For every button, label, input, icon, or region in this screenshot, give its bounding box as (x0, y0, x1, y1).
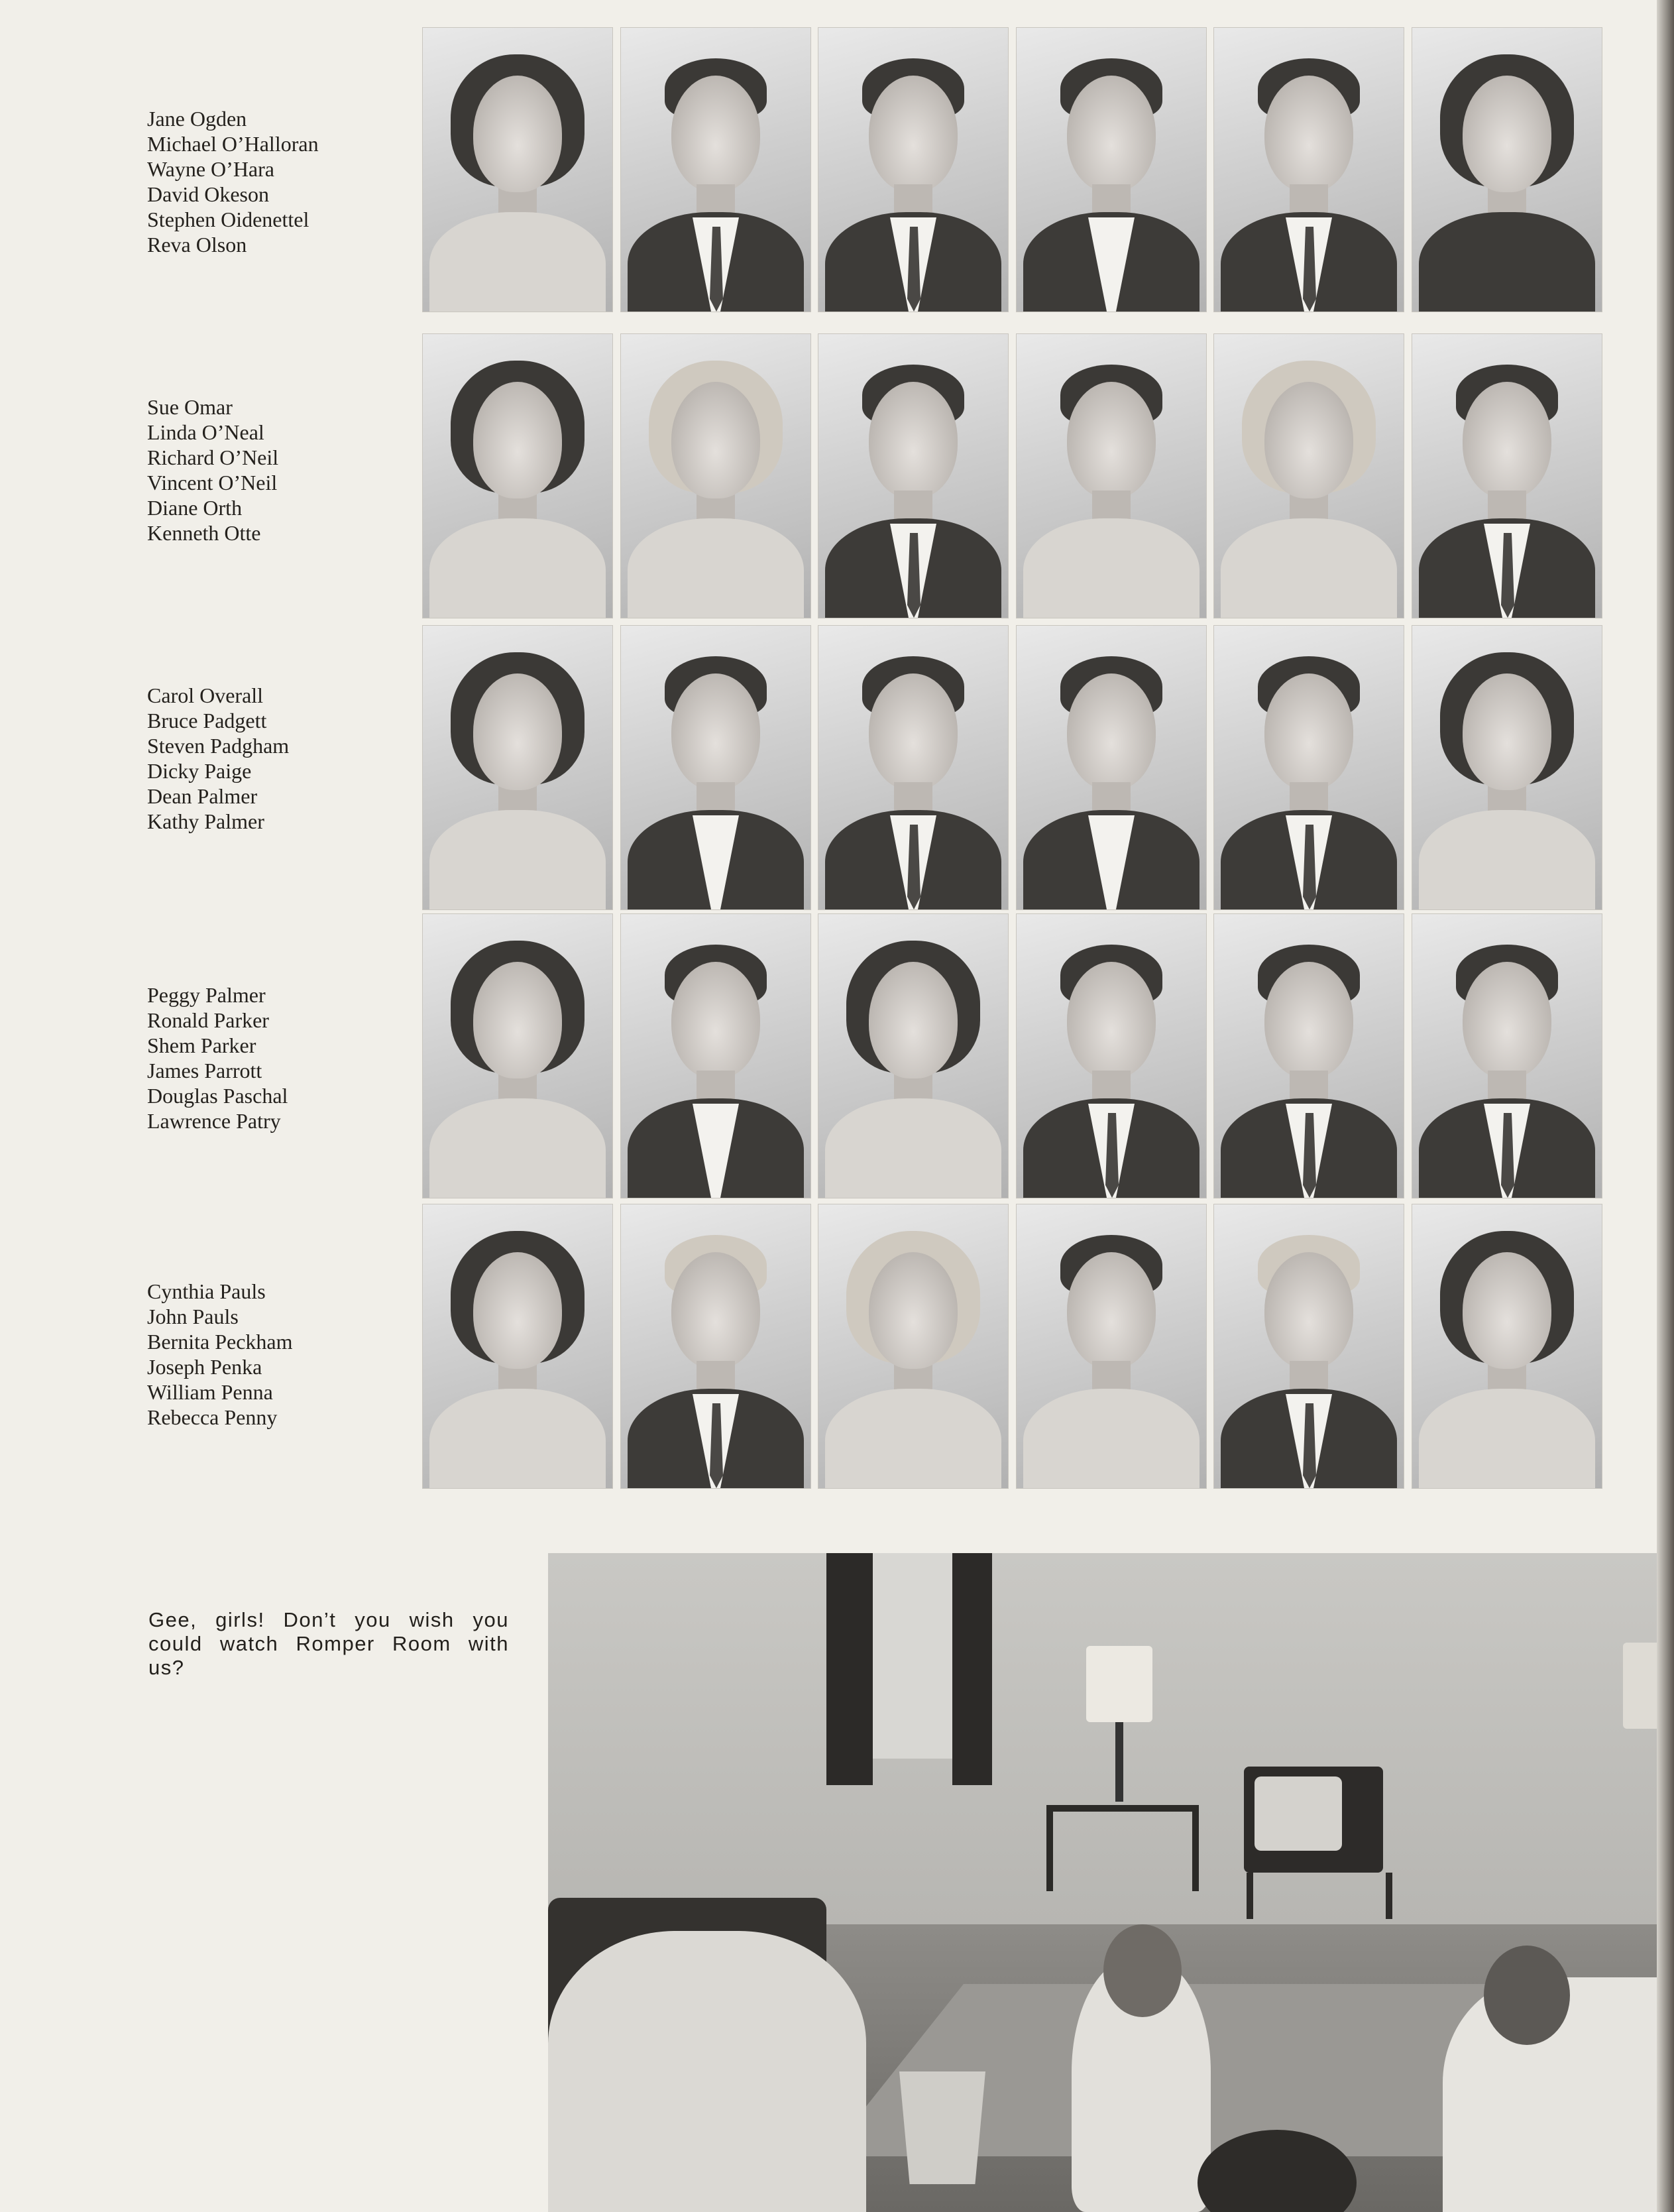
lamp (1086, 1646, 1152, 1722)
name-entry: Cynthia Pauls (147, 1279, 266, 1303)
portrait-photo (1017, 28, 1206, 312)
name-entry: Wayne O’Hara (147, 157, 274, 181)
portrait-photo (423, 1204, 612, 1488)
student-head (1484, 1946, 1570, 2045)
wastebasket (899, 2071, 985, 2184)
portrait-photo (1412, 914, 1602, 1198)
portrait-photo (621, 914, 810, 1198)
student (548, 1931, 866, 2212)
name-entry: Shem Parker (147, 1033, 256, 1057)
portrait-photo (621, 334, 810, 618)
page-binding-edge (1657, 0, 1674, 2212)
name-entry: Steven Padgham (147, 734, 290, 758)
portrait-photo (423, 626, 612, 909)
photo-caption: Gee, girls! Don’t you wish you could watch Romper Room with us? (148, 1608, 509, 1679)
portrait-photo (818, 334, 1008, 618)
name-entry: Ronald Parker (147, 1008, 269, 1032)
name-entry: Jane Ogden (147, 107, 247, 131)
television-screen (1255, 1776, 1342, 1851)
portrait-photo (818, 914, 1008, 1198)
name-entry: Carol Overall (147, 683, 264, 707)
name-entry: Bruce Padgett (147, 709, 267, 732)
student-head (1103, 1924, 1182, 2017)
name-list (147, 106, 319, 257)
lamp (1623, 1643, 1657, 1729)
curtain (952, 1553, 992, 1785)
portrait-photo (1214, 334, 1404, 618)
portrait-photo (423, 334, 612, 618)
portrait-photo (1017, 1204, 1206, 1488)
portrait-photo (1017, 334, 1206, 618)
name-entry: James Parrott (147, 1059, 262, 1082)
portrait-photo (1214, 28, 1404, 312)
name-entry: Reva Olson (147, 233, 247, 257)
portrait-photo (1214, 914, 1404, 1198)
name-entry: Sue Omar (147, 395, 233, 419)
name-entry: William Penna (147, 1380, 273, 1404)
name-entry: Bernita Peckham (147, 1330, 293, 1354)
name-entry: Douglas Paschal (147, 1084, 288, 1108)
name-entry: Diane Orth (147, 496, 243, 520)
window (873, 1553, 952, 1759)
name-entry: John Pauls (147, 1305, 239, 1328)
portrait-photo (621, 626, 810, 909)
name-entry: Dean Palmer (147, 784, 258, 808)
portrait-photo (1412, 28, 1602, 312)
portrait-photo (1214, 1204, 1404, 1488)
end-table (1046, 1805, 1199, 1891)
name-entry: Stephen Oidenettel (147, 207, 309, 231)
lamp-stand (1115, 1722, 1123, 1802)
portrait-photo (423, 914, 612, 1198)
name-list (147, 1279, 292, 1430)
portrait-photo (1412, 1204, 1602, 1488)
portrait-photo (1214, 626, 1404, 909)
candid-photo (548, 1553, 1657, 2212)
portrait-photo (621, 28, 810, 312)
portrait-photo (1412, 334, 1602, 618)
name-list (147, 982, 288, 1134)
name-list (147, 683, 289, 834)
portrait-photo (818, 626, 1008, 909)
name-entry: Vincent O’Neil (147, 471, 278, 495)
portrait-photo (818, 1204, 1008, 1488)
name-entry: Michael O’Halloran (147, 132, 319, 156)
portrait-photo (818, 28, 1008, 312)
name-entry: Joseph Penka (147, 1355, 262, 1379)
name-entry: Linda O’Neal (147, 420, 264, 444)
name-entry: Dicky Paige (147, 759, 252, 783)
portrait-photo (1017, 626, 1206, 909)
television-stand (1247, 1873, 1392, 1919)
portrait-photo (621, 1204, 810, 1488)
name-entry: Kenneth Otte (147, 521, 261, 545)
name-list (147, 394, 278, 546)
name-entry: Peggy Palmer (147, 983, 266, 1007)
portrait-photo (1017, 914, 1206, 1198)
portrait-photo (1412, 626, 1602, 909)
portrait-photo (423, 28, 612, 312)
name-entry: Kathy Palmer (147, 809, 264, 833)
name-entry: Lawrence Patry (147, 1109, 281, 1133)
curtain (826, 1553, 873, 1785)
name-entry: Richard O’Neil (147, 445, 279, 469)
name-entry: Rebecca Penny (147, 1405, 278, 1429)
name-entry: David Okeson (147, 182, 269, 206)
